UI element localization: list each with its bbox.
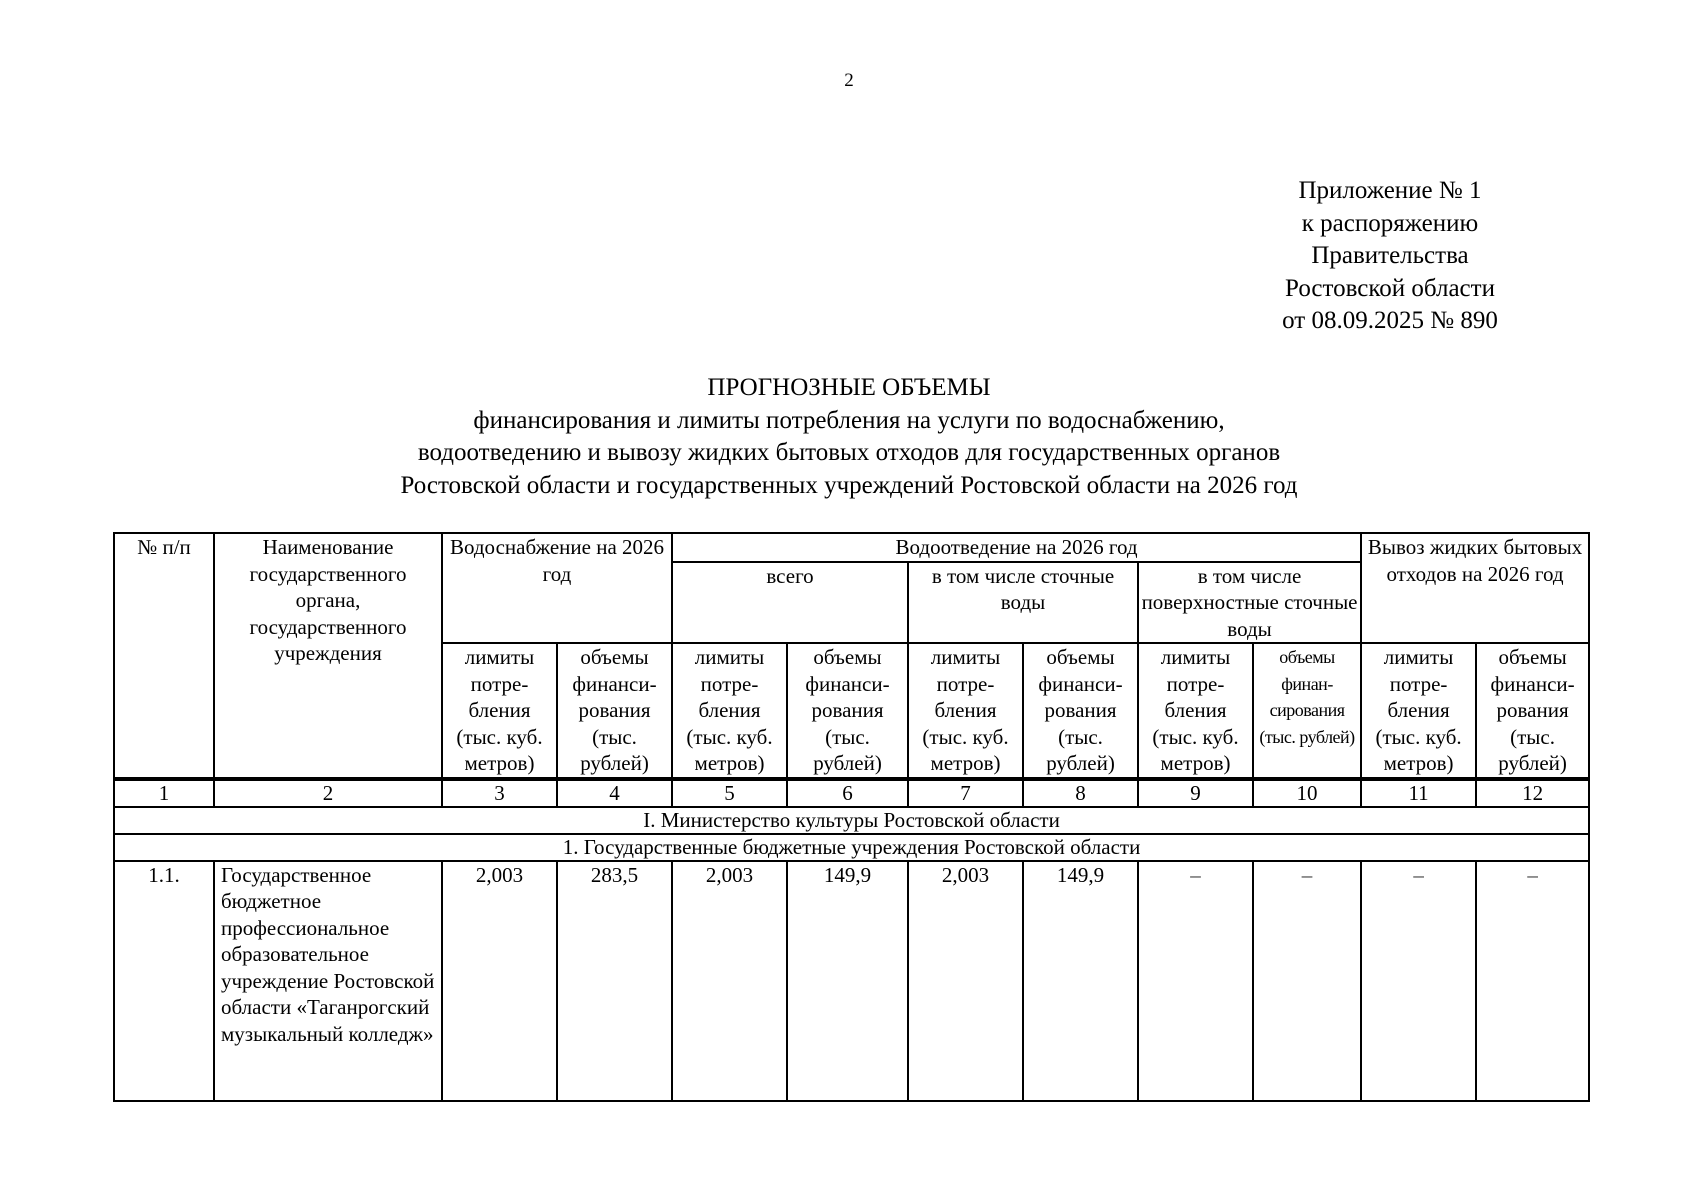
appendix-note [1225,175,1555,338]
row-value: 2,003 [442,861,557,1101]
subsection-title: 1. Государственные бюджетные учреждения Ростовской области [114,834,1589,861]
section-row [114,807,1589,834]
title-heading: ПРОГНОЗНЫЕ ОБЪЕМЫ [707,374,991,401]
column-number: 3 [442,779,557,807]
row-value: 2,003 [672,861,787,1101]
appendix-line: от 08.09.2025 № 890 [1282,307,1498,334]
title-line: водоотведению и вывозу жидких бытовых отходов для государственных органов [417,439,1281,466]
row-value: 149,9 [787,861,908,1101]
financing-table [113,532,1590,1102]
header-drainage-total: всего [672,562,908,644]
row-value: – [1253,861,1361,1101]
column-number: 2 [214,779,442,807]
header-limits: лимиты потре-бления (тыс. куб. метров) [672,643,787,779]
row-num: 1.1. [114,861,214,1101]
row-value: – [1476,861,1589,1101]
table-row [114,861,1589,1101]
header-volumes: объемы финанси-рования (тыс. рублей) [1476,643,1589,779]
header-water-supply: Водоснабжение на 2026 год [442,533,672,643]
row-value: – [1361,861,1476,1101]
column-number: 4 [557,779,672,807]
appendix-line: Правительства [1311,242,1469,269]
header-drainage-surface: в том числе поверхностные сточные воды [1138,562,1361,644]
header-drainage-sewage: в том числе сточные воды [908,562,1138,644]
column-number: 11 [1361,779,1476,807]
subsection-row [114,834,1589,861]
appendix-line: к распоряжению [1301,209,1479,237]
column-number: 10 [1253,779,1361,807]
header-limits: лимиты потре-бления (тыс. куб. метров) [908,643,1023,779]
header-liquid-waste: Вывоз жидких бытовых отходов на 2026 год [1361,533,1589,643]
header-name: Наименование государственного органа, государственного учреждения [214,533,442,779]
header-limits: лимиты потре-бления (тыс. куб. метров) [1361,643,1476,779]
column-number: 8 [1023,779,1138,807]
column-number: 7 [908,779,1023,807]
row-name: Государственное бюджетное профессиональное образовательное учреждение Ростовской области «Таганрогский музыкальный колледж» [214,861,442,1101]
header-volumes: объемы финанси-рования (тыс. рублей) [787,643,908,779]
column-number: 1 [114,779,214,807]
page-number: 2 [844,70,854,91]
header-num: № п/п [114,533,214,779]
row-value: 2,003 [908,861,1023,1101]
header-row-1 [114,533,1589,562]
title-line: финансирования и лимиты потребления на услуги по водоснабжению, [473,406,1225,434]
appendix-line: Приложение № 1 [1298,177,1482,204]
row-value: – [1138,861,1253,1101]
column-number-row [114,779,1589,807]
column-number: 5 [672,779,787,807]
section-title: I. Министерство культуры Ростовской области [114,807,1589,834]
title-line: Ростовской области и государственных учреждений Ростовской области на 2026 год [400,471,1298,499]
header-volumes: объемы финанси-рования (тыс. рублей) [557,643,672,779]
row-value: 149,9 [1023,861,1138,1101]
column-number: 12 [1476,779,1589,807]
header-volumes-narrow: объемы финан-сирования (тыс. рублей) [1253,643,1361,779]
header-limits: лимиты потре-бления (тыс. куб. метров) [442,643,557,779]
row-value: 283,5 [557,861,672,1101]
document-title [0,372,1698,502]
column-number: 9 [1138,779,1253,807]
header-drainage: Водоотведение на 2026 год [672,533,1361,562]
appendix-line: Ростовской области [1285,274,1495,302]
header-volumes: объемы финанси-рования (тыс. рублей) [1023,643,1138,779]
column-number: 6 [787,779,908,807]
header-limits: лимиты потре-бления (тыс. куб. метров) [1138,643,1253,779]
